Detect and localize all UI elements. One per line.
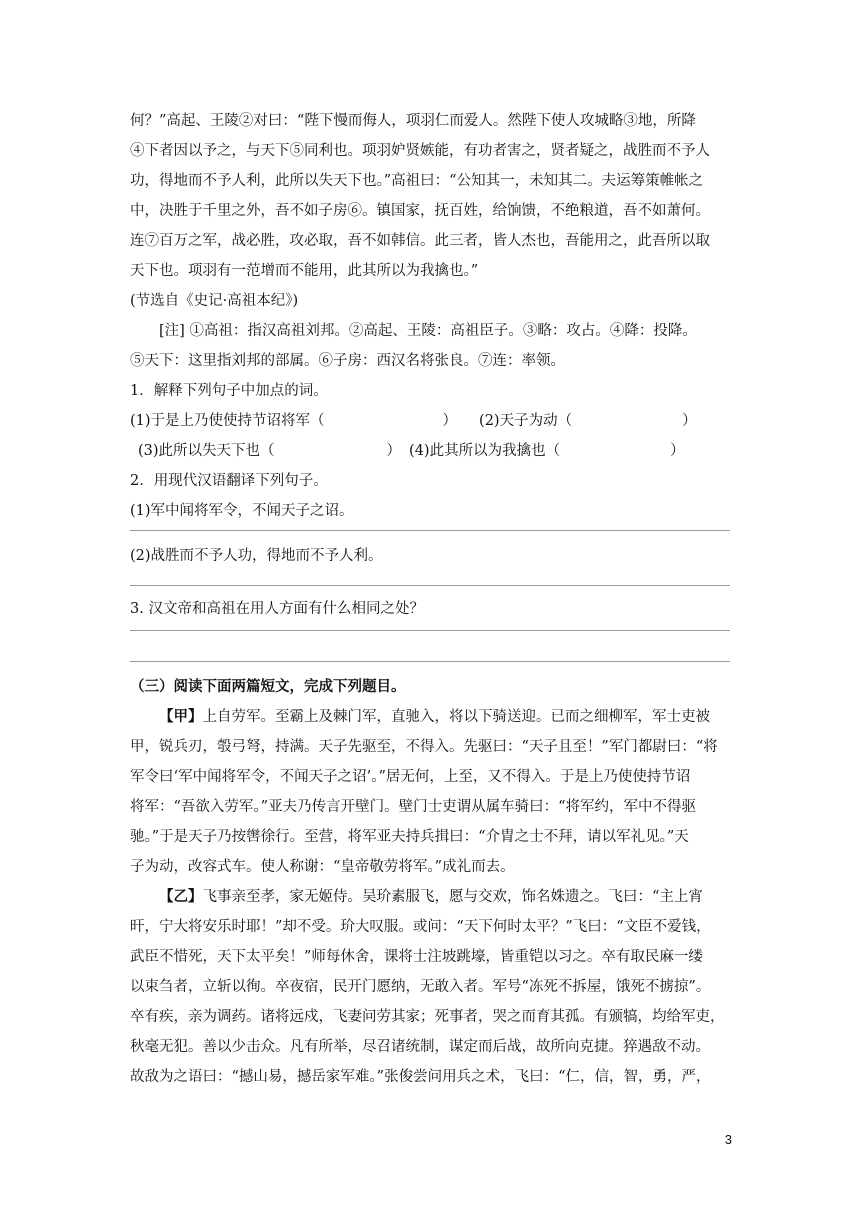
question-1-row-b: (3)此所以失天下也（ ） (4)此其所以为我擒也（ ） — [130, 436, 730, 466]
yi-tag: 【乙】 — [159, 889, 203, 905]
question-1-title: 1．解释下列句子中加点的词。 — [130, 383, 328, 399]
yi-line: 秋毫无犯。善以少击众。凡有所举，尽召诸统制，谋定而后战，故所向克捷。猝遇敌不动。 — [130, 1039, 710, 1055]
notes-line: [注] ①高祖：指汉高祖刘邦。②高起、王陵：高祖臣子。③略：攻占。④降：投降。 — [159, 323, 697, 339]
source-citation: (节选自《史记·高祖本纪》) — [130, 293, 299, 309]
q1-item-4: (4)此其所以为我擒也（ — [409, 443, 561, 459]
page-number: 3 — [724, 1132, 732, 1147]
passage-jia — [130, 702, 730, 882]
yi-line: 飞事亲至孝，家无姬侍。吴玠素服飞，愿与交欢，饰名姝遗之。飞曰：“主上宵 — [202, 889, 703, 905]
answer-line[interactable] — [130, 624, 730, 631]
passage-line: 天下也。项羽有一范增而不能用，此其所以为我擒也。” — [130, 263, 479, 279]
q1-item-2: (2)天子为动（ — [479, 413, 573, 429]
jia-line: 驰。”于是天子乃按辔徐行。至营，将军亚夫持兵揖曰：“介胄之士不拜，请以军礼见。”天 — [130, 829, 689, 845]
notes-line: ⑤天下：这里指刘邦的部属。⑥子房：西汉名将张良。⑦连：率领。 — [130, 353, 565, 369]
yi-line: 武臣不惜死，天下太平矣！”师每休舍，课将士注坡跳壕，皆重铠以习之。卒有取民麻一缕 — [130, 949, 703, 965]
answer-line[interactable] — [130, 571, 730, 586]
document-body — [130, 106, 730, 1092]
passage-line: ④下者因以予之，与天下⑤同利也。项羽妒贤嫉能，有功者害之，贤者疑之，战胜而不予人 — [130, 143, 710, 159]
question-2-title: 2．用现代汉语翻译下列句子。 — [130, 473, 328, 489]
answer-line[interactable] — [130, 526, 730, 531]
yi-line: 故敌为之语曰：“撼山易，撼岳家军难。”张俊尝问用兵之术，飞曰：“仁，信，智，勇，严， — [130, 1069, 711, 1085]
question-2-sentence-2: (2)战胜而不予人功，得地而不予人利。 — [130, 548, 383, 564]
jia-line: 甲，锐兵刃，彀弓弩，持满。天子先驱至，不得入。先驱曰：“天子且至！”军门都尉曰：“将 — [130, 739, 718, 755]
passage-yi — [130, 882, 730, 1092]
passage-continuation — [130, 106, 730, 286]
yi-line: 以束刍者，立斩以徇。卒夜宿，民开门愿纳，无敢入者。军号“冻死不拆屋，饿死不掳掠”。 — [130, 979, 711, 995]
yi-line: 卒有疾，亲为调药。诸将远戍，飞妻问劳其家；死事者，哭之而育其孤。有颁犒，均给军吏， — [130, 1009, 725, 1025]
question-1-row-a: (1)于是上乃使使持节诏将军（ ） (2)天子为动（ ） — [130, 406, 730, 436]
question-3-title: 3. 汉文帝和高祖在用人方面有什么相同之处？ — [130, 601, 424, 617]
passage-line: 连⑦百万之军，战必胜，攻必取，吾不如韩信。此三者，皆人杰也，吾能用之，此吾所以取 — [130, 233, 710, 249]
q1-item-1: (1)于是上乃使使持节诏将军（ — [130, 413, 325, 429]
jia-line: 将军：“吾欲入劳军。”亚夫乃传言开壁门。壁门士吏谓从属车骑曰：“将军约，军中不得驱 — [130, 799, 696, 815]
passage-line: 中，决胜于千里之外，吾不如子房⑥。镇国家，抚百姓，给饷馈，不绝粮道，吾不如萧何。 — [130, 203, 710, 219]
jia-line: 上自劳军。至霸上及棘门军，直驰入，将以下骑送迎。已而之细柳军，军士吏被 — [202, 709, 710, 725]
q1-item-3: (3)此所以失天下也（ — [138, 443, 275, 459]
passage-line: 何？”高起、王陵②对曰：“陛下慢而侮人，项羽仁而爱人。然陛下使人攻城略③地，所降 — [130, 113, 696, 129]
section-3-title: （三）阅读下面两篇短文，完成下列题目。 — [130, 679, 406, 695]
question-2-sentence-1: (1)军中闻将军令，不闻天子之诏。 — [130, 503, 354, 519]
jia-line: 子为动，改容式车。使人称谢：“皇帝敬劳将军。”成礼而去。 — [130, 859, 515, 875]
answer-line[interactable] — [130, 631, 730, 662]
yi-line: 旰，宁大将安乐时耶！”却不受。玠大叹服。或问：“天下何时太平？”飞曰：“文臣不爱钱， — [130, 919, 711, 935]
passage-line: 功，得地而不予人利，此所以失天下也。”高祖曰：“公知其一，未知其二。夫运筹策帷帐之 — [130, 173, 704, 189]
jia-tag: 【甲】 — [159, 709, 203, 725]
jia-line: 军令曰‘军中闻将军令，不闻天子之诏’。”居无何，上至，又不得入。于是上乃使使持节诏 — [130, 769, 691, 785]
